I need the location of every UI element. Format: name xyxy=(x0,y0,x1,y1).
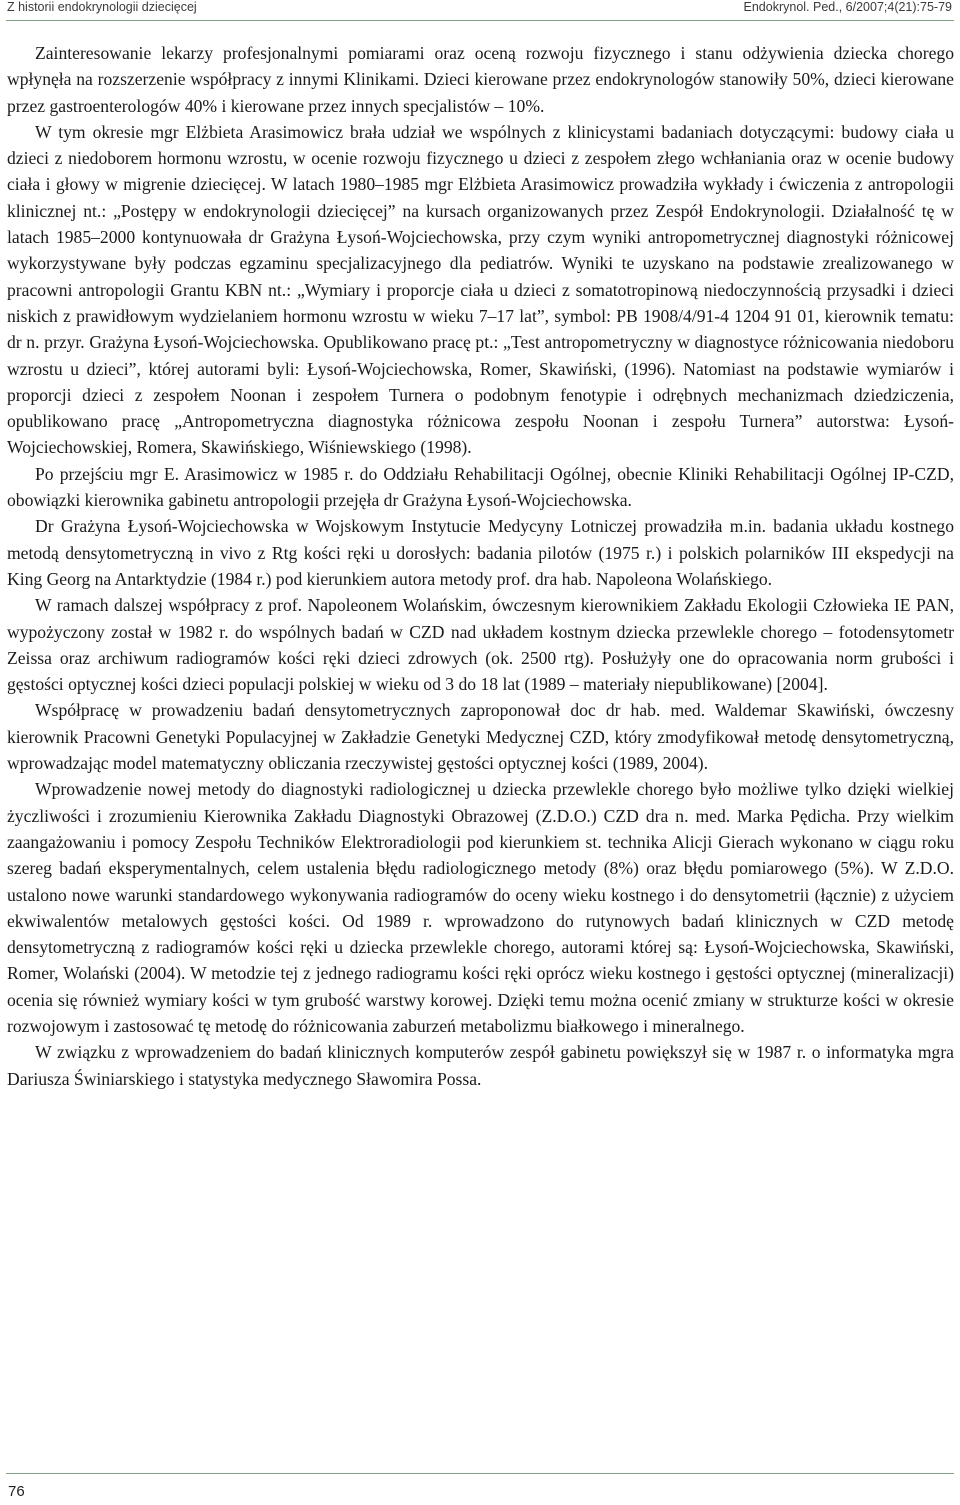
running-head-title: Z historii endokrynologii dziecięcej xyxy=(7,0,197,14)
running-head xyxy=(7,0,952,16)
paragraph: W ramach dalszej współpracy z prof. Napoleonem Wolańskim, ówczesnym kierownikiem Zakładu Ekologii Człowieka IE PAN, wypożyczony został w 1982 r. do wspólnych badań w CZD nad układem kostnym dziecka przewlekle chorego – fotodensytometr Zeissa oraz archiwum radiogramów kości ręki dzieci zdrowych (ok. 2500 rtg). Posłużyły one do opracowania norm grubości i gęstości optycznej kości dzieci populacji polskiej w wieku od 3 do 18 lat (1989 – materiały niepublikowane) [2004]. xyxy=(7,595,954,695)
paragraph: Po przejściu mgr E. Arasimowicz w 1985 r. do Oddziału Rehabilitacji Ogólnej, obecnie Kliniki Rehabilitacji Ogólnej IP-CZD, obowiązki kierownika gabinetu antropologii przejęła dr Grażyna Łysoń-Wojciechowska. xyxy=(7,463,954,511)
paragraph: W tym okresie mgr Elżbieta Arasimowicz brała udział we wspólnych z klinicystami badaniach dotyczącymi: budowy ciała u dzieci z niedoborem hormonu wzrostu, w ocenie rozwoju fizycznego u dzieci z zespołem złego wchłaniania oraz w ocenie budowy ciała i głowy w migrenie dziecięcej. W latach 1980–1985 mgr Elżbieta Arasimowicz prowadziła wykłady i ćwiczenia z antropologii klinicznej nt.: „Postępy w endokrynologii dziecięcej” na kursach organizowanych przez Zespół Endokrynologii. Działalność tę w latach 1985–2000 kontynuowała dr Grażyna Łysoń-Wojciechowska, przy czym wyniki antropometrycznej diagnostyki różnicowej wykorzystywane były podczas egzaminu specjalizacyjnego dla pediatrów. Wyniki te uzyskano na podstawie zrealizowanego w pracowni antropologii Grantu KBN nt.: „Wymiary i proporcje ciała u dzieci z somatotropinową niedoczynnością przysadki i dzieci niskich z prawidłowym wydzielaniem hormonu wzrostu w wieku 7–17 lat”, symbol: PB 1908/4/91-4 1204 91 01, kierownik tematu: dr n. przyr. Grażyna Łysoń-Wojciechowska. Opublikowano pracę pt.: „Test antropometryczny w diagnostyce różnicowania niedoboru wzrostu u dzieci”, której autorami byli: Łysoń-Wojciechowska, Romer, Skawiński, (1996). Natomiast na podstawie wymiarów i proporcji dzieci z zespołem Noonan i zespołem Turnera o podobnym fenotypie i odrębnych mechanizmach dziedziczenia, opublikowano pracę „Antropometryczna diagnostyka różnicowa zespołu Noonan i zespołu Turnera” autorstwa: Łysoń-Wojciechowskiej, Romera, Skawińskiego, Wiśniewskiego (1998). xyxy=(7,121,954,458)
running-head-citation: Endokrynol. Ped., 6/2007;4(21):75-79 xyxy=(743,0,952,14)
paragraph: Zainteresowanie lekarzy profesjonalnymi pomiarami oraz oceną rozwoju fizycznego i stanu odżywienia dziecka chorego wpłynęła na rozszerzenie współpracy z innymi Klinikami. Dzieci kierowane przez endokrynologów stanowiły 50%, dzieci kierowane przez gastroenterologów 40% i kierowane przez innych specjalistów – 10%. xyxy=(7,43,954,116)
page-number: 76 xyxy=(8,1483,25,1500)
article-body xyxy=(7,40,954,1092)
footer-rule xyxy=(6,1473,954,1474)
header-rule xyxy=(6,20,954,21)
paragraph: W związku z wprowadzeniem do badań klinicznych komputerów zespół gabinetu powiększył się w 1987 r. o informatyka mgra Dariusza Świniarskiego i statystyka medycznego Sławomira Possa. xyxy=(7,1042,954,1089)
paragraph: Dr Grażyna Łysoń-Wojciechowska w Wojskowym Instytucie Medycyny Lotniczej prowadziła m.in. badania układu kostnego metodą densytometryczną in vivo z Rtg kości ręki u dorosłych: badania pilotów (1975 r.) i polskich polarników III ekspedycji na King Georg na Antarktydzie (1984 r.) pod kierunkiem autora metody prof. dra hab. Napoleona Wolańskiego. xyxy=(7,516,954,589)
paragraph: Współpracę w prowadzeniu badań densytometrycznych zaproponował doc dr hab. med. Waldemar Skawiński, ówczesny kierownik Pracowni Genetyki Populacyjnej w Zakładzie Genetyki Medycznej CZD, który zmodyfikował metodę densytometryczną, wprowadzając model matematyczny obliczania rzeczywistej gęstości optycznej kości (1989, 2004). xyxy=(7,700,954,774)
paragraph: Wprowadzenie nowej metody do diagnostyki radiologicznej u dziecka przewlekle chorego było możliwe tylko dzięki wielkiej życzliwości i zrozumieniu Kierownika Zakładu Diagnostyki Obrazowej (Z.D.O.) CZD dra n. med. Marka Pędicha. Przy wielkim zaangażowaniu i pomocy Zespołu Techników Elektroradiologii pod kierunkiem st. technika Alicji Gierach wykonano w ciągu roku szereg badań eksperymentalnych, celem ustalenia błędu radiologicznego metody (8%) oraz błędu pomiarowego (5%). W Z.D.O. ustalono nowe warunki standardowego wykonywania radiogramów do oceny wieku kostnego i do densytometrii (łącznie) z użyciem ekwiwalentów metalowych gęstości kości. Od 1989 r. wprowadzono do rutynowych badań klinicznych w CZD metodę densytometryczną z radiogramów kości ręki u dziecka przewlekle chorego, autorami której są: Łysoń-Wojciechowska, Skawiński, Romer, Wolański (2004). W metodzie tej z jednego radiogramu kości ręki oprócz wieku kostnego i gęstości optycznej (mineralizacji) ocenia się również wymiary kości w tym grubość warstwy korowej. Dzięki temu można ocenić zmiany w strukturze kości w okresie rozwojowym i zastosować tę metodę do różnicowania zaburzeń metabolizmu białkowego i mineralnego. xyxy=(7,779,954,1036)
